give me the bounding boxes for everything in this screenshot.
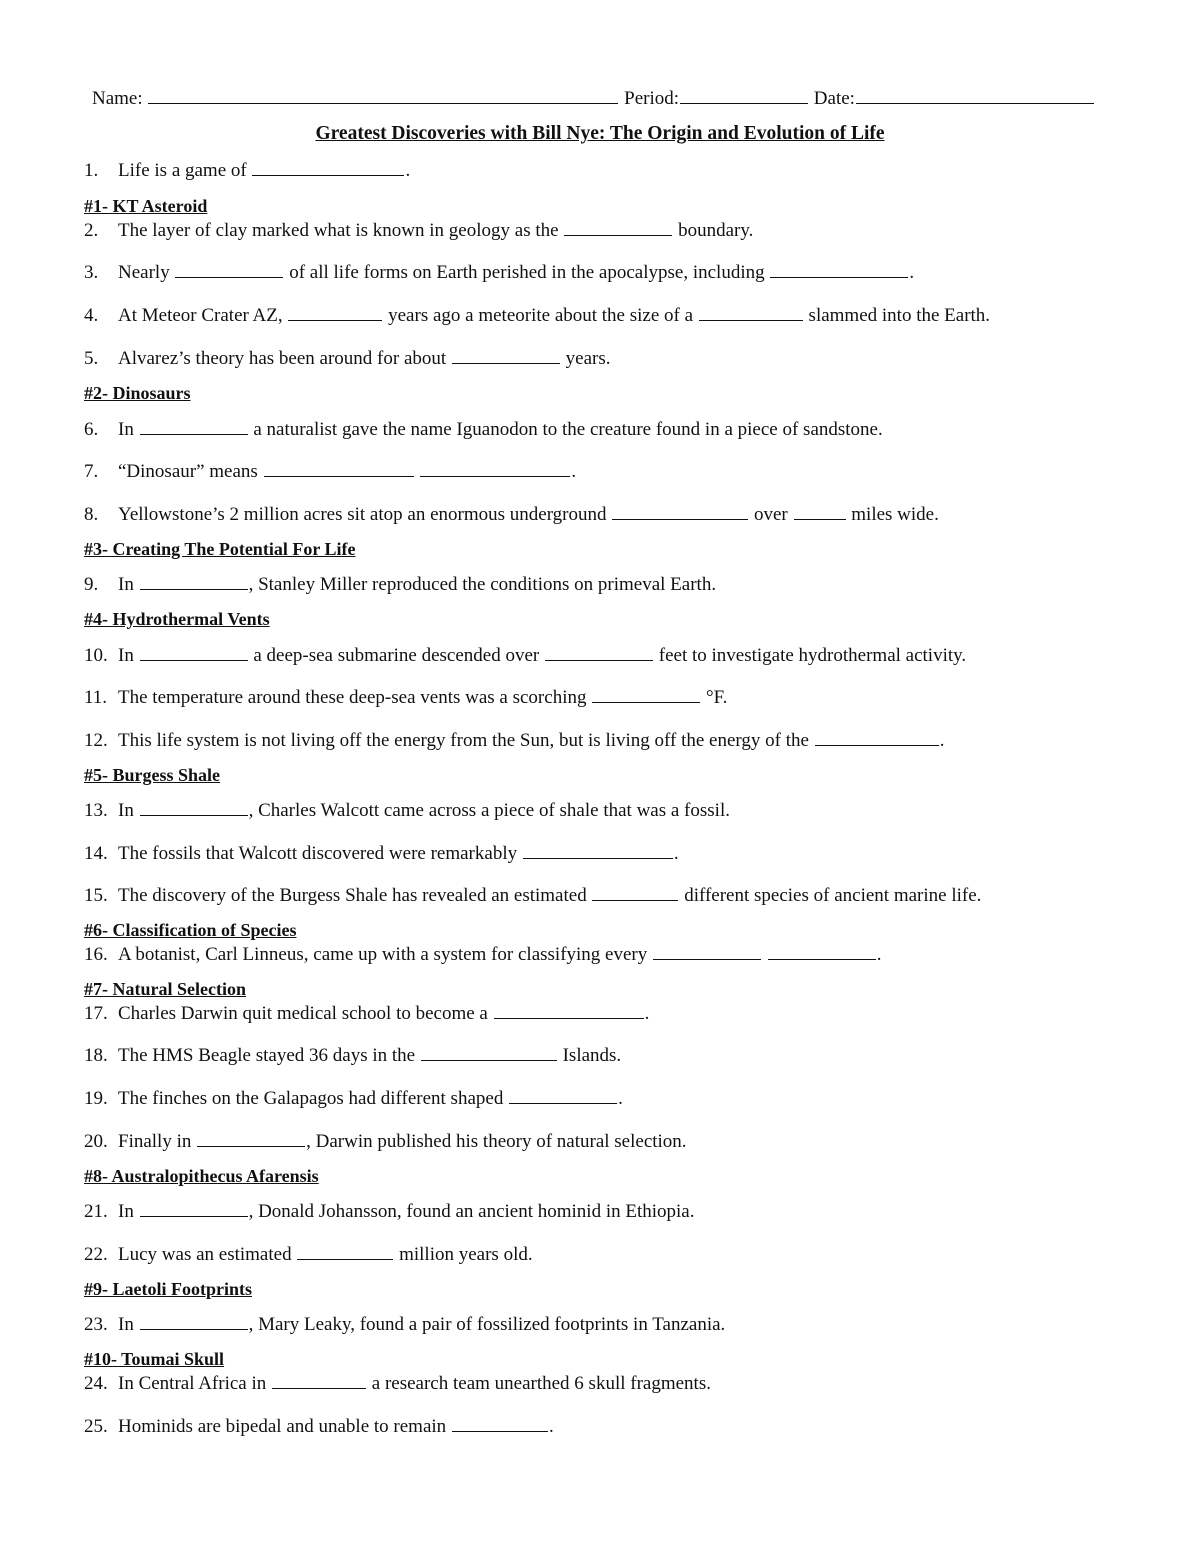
answer-blank[interactable] xyxy=(592,685,700,703)
question-text: Life is a game of xyxy=(118,160,247,181)
answer-blank[interactable] xyxy=(297,1242,393,1260)
section-heading-dinosaurs: #2- Dinosaurs xyxy=(84,383,191,403)
section-heading-creating-potential: #3- Creating The Potential For Life xyxy=(84,539,356,559)
answer-blank[interactable] xyxy=(564,218,672,236)
question-text: , Stanley Miller reproduced the conditions on primeval Earth. xyxy=(248,574,717,595)
question-3 xyxy=(84,260,914,285)
question-number: 23. xyxy=(84,1314,108,1335)
question-text: The fossils that Walcott discovered were remarkably xyxy=(118,843,518,864)
question-number: 2. xyxy=(84,220,99,241)
answer-blank[interactable] xyxy=(420,459,570,477)
question-13 xyxy=(84,798,730,823)
answer-blank[interactable] xyxy=(288,303,382,321)
section-heading-toumai-skull: #10- Toumai Skull xyxy=(84,1349,225,1369)
question-text: The temperature around these deep-sea vents was a scorching xyxy=(118,687,587,708)
question-17 xyxy=(84,1001,649,1026)
answer-blank[interactable] xyxy=(815,728,939,746)
question-number: 9. xyxy=(84,574,99,595)
question-23 xyxy=(84,1312,725,1337)
question-number: 25. xyxy=(84,1416,108,1437)
question-text: Nearly xyxy=(118,262,170,283)
question-number: 10. xyxy=(84,645,108,666)
question-text: The finches on the Galapagos had different shaped xyxy=(118,1088,504,1109)
answer-blank[interactable] xyxy=(264,459,414,477)
question-text: a research team unearthed 6 skull fragments. xyxy=(371,1373,711,1394)
question-text: , Donald Johansson, found an ancient hominid in Ethiopia. xyxy=(248,1201,695,1222)
question-16 xyxy=(84,942,882,967)
question-text: “Dinosaur” means xyxy=(118,461,258,482)
question-text: In xyxy=(118,645,134,666)
question-text: . xyxy=(909,262,915,283)
answer-blank[interactable] xyxy=(140,1312,248,1330)
question-10 xyxy=(84,643,966,668)
answer-blank[interactable] xyxy=(140,643,248,661)
question-number: 19. xyxy=(84,1088,108,1109)
question-text: In xyxy=(118,574,134,595)
question-22 xyxy=(84,1242,533,1267)
section-heading-hydrothermal-vents: #4- Hydrothermal Vents xyxy=(84,609,270,629)
question-number: 18. xyxy=(84,1045,108,1066)
question-text: The discovery of the Burgess Shale has revealed an estimated xyxy=(118,885,587,906)
question-text: a deep-sea submarine descended over xyxy=(253,645,540,666)
question-number: 8. xyxy=(84,504,99,525)
section-heading-laetoli: #9- Laetoli Footprints xyxy=(84,1279,252,1299)
answer-blank[interactable] xyxy=(197,1129,305,1147)
question-20 xyxy=(84,1129,687,1154)
question-number: 24. xyxy=(84,1373,108,1394)
question-number: 1. xyxy=(84,160,99,181)
section-heading-burgess-shale: #5- Burgess Shale xyxy=(84,765,221,785)
answer-blank[interactable] xyxy=(140,1199,248,1217)
answer-blank[interactable] xyxy=(545,643,653,661)
section-heading-classification: #6- Classification of Species xyxy=(84,920,297,940)
question-14 xyxy=(84,841,679,866)
question-11 xyxy=(84,685,727,710)
section-heading-natural-selection: #7- Natural Selection xyxy=(84,979,246,999)
question-text: , Darwin published his theory of natural selection. xyxy=(306,1131,687,1152)
question-text: of all life forms on Earth perished in the apocalypse, including xyxy=(289,262,765,283)
question-text: At Meteor Crater AZ, xyxy=(118,305,283,326)
question-text: Alvarez’s theory has been around for about xyxy=(118,348,447,369)
question-text: This life system is not living off the energy from the Sun, but is living off the energy of the xyxy=(118,730,809,751)
answer-blank[interactable] xyxy=(768,942,876,960)
question-text: different species of ancient marine life. xyxy=(684,885,982,906)
period-label: Period: xyxy=(624,88,680,109)
question-text: over xyxy=(754,504,788,525)
question-text: In xyxy=(118,1201,134,1222)
question-text: feet to investigate hydrothermal activity. xyxy=(658,645,967,666)
question-number: 5. xyxy=(84,348,99,369)
question-text: million years old. xyxy=(399,1244,533,1265)
question-text: Yellowstone’s 2 million acres sit atop an enormous underground xyxy=(118,504,607,525)
question-text: Finally in xyxy=(118,1131,192,1152)
question-text: , Charles Walcott came across a piece of shale that was a fossil. xyxy=(248,800,730,821)
question-25 xyxy=(84,1414,554,1439)
period-blank[interactable] xyxy=(680,86,808,104)
name-label: Name: xyxy=(92,88,143,109)
question-7 xyxy=(84,459,576,484)
answer-blank[interactable] xyxy=(252,158,404,176)
answer-blank[interactable] xyxy=(699,303,803,321)
question-text: Charles Darwin quit medical school to become a xyxy=(118,1003,488,1024)
question-number: 21. xyxy=(84,1201,108,1222)
answer-blank[interactable] xyxy=(421,1043,557,1061)
section-heading-kt-asteroid: #1- KT Asteroid xyxy=(84,196,208,216)
date-label: Date: xyxy=(813,88,855,109)
question-text: years ago a meteorite about the size of a xyxy=(388,305,694,326)
answer-blank[interactable] xyxy=(452,346,560,364)
question-8 xyxy=(84,502,939,527)
question-text: . xyxy=(571,461,577,482)
question-number: 4. xyxy=(84,305,99,326)
question-18 xyxy=(84,1043,621,1068)
question-number: 16. xyxy=(84,944,108,965)
question-text: In xyxy=(118,1314,134,1335)
name-blank[interactable] xyxy=(148,86,618,104)
question-text: . xyxy=(644,1003,650,1024)
question-6 xyxy=(84,417,883,442)
question-number: 20. xyxy=(84,1131,108,1152)
question-text: . xyxy=(405,160,411,181)
question-text: The HMS Beagle stayed 36 days in the xyxy=(118,1045,416,1066)
question-text: . xyxy=(939,730,945,751)
question-text: A botanist, Carl Linneus, came up with a system for classifying every xyxy=(118,944,648,965)
answer-blank[interactable] xyxy=(770,260,908,278)
question-text: Hominids are bipedal and unable to remain xyxy=(118,1416,447,1437)
question-number: 22. xyxy=(84,1244,108,1265)
question-text: The layer of clay marked what is known in geology as the xyxy=(118,220,559,241)
question-text: . xyxy=(876,944,882,965)
question-text: slammed into the Earth. xyxy=(808,305,991,326)
question-number: 11. xyxy=(84,687,108,708)
section-heading-australopithecus: #8- Australopithecus Afarensis xyxy=(84,1166,319,1186)
question-15 xyxy=(84,883,981,908)
answer-blank[interactable] xyxy=(140,798,248,816)
question-5 xyxy=(84,346,611,371)
question-text: Islands. xyxy=(562,1045,622,1066)
question-2 xyxy=(84,218,753,243)
question-text: years. xyxy=(565,348,611,369)
answer-blank[interactable] xyxy=(653,942,761,960)
answer-blank[interactable] xyxy=(140,572,248,590)
question-number: 6. xyxy=(84,419,99,440)
question-text: Lucy was an estimated xyxy=(118,1244,292,1265)
student-info-row xyxy=(92,86,1122,111)
answer-blank[interactable] xyxy=(592,883,678,901)
question-19 xyxy=(84,1086,623,1111)
question-text: °F. xyxy=(705,687,728,708)
question-text: a naturalist gave the name Iguanodon to the creature found in a piece of sandstone. xyxy=(253,419,883,440)
question-9 xyxy=(84,572,716,597)
answer-blank[interactable] xyxy=(509,1086,617,1104)
question-text: , Mary Leaky, found a pair of fossilized footprints in Tanzania. xyxy=(248,1314,726,1335)
question-number: 17. xyxy=(84,1003,108,1024)
question-text: boundary. xyxy=(678,220,754,241)
question-21 xyxy=(84,1199,694,1224)
question-text: . xyxy=(673,843,679,864)
question-text: In Central Africa in xyxy=(118,1373,267,1394)
answer-blank[interactable] xyxy=(272,1371,366,1389)
question-number: 3. xyxy=(84,262,99,283)
question-12 xyxy=(84,728,944,753)
worksheet-title: Greatest Discoveries with Bill Nye: The Origin and Evolution of Life xyxy=(315,123,885,144)
question-text: In xyxy=(118,800,134,821)
answer-blank[interactable] xyxy=(452,1414,548,1432)
question-number: 15. xyxy=(84,885,108,906)
question-text: . xyxy=(618,1088,623,1109)
question-number: 7. xyxy=(84,461,99,482)
question-text: In xyxy=(118,419,134,440)
question-number: 14. xyxy=(84,843,108,864)
answer-blank[interactable] xyxy=(523,841,673,859)
answer-blank[interactable] xyxy=(612,502,748,520)
date-blank[interactable] xyxy=(856,86,1094,104)
answer-blank[interactable] xyxy=(494,1001,644,1019)
question-4 xyxy=(84,303,990,328)
question-number: 12. xyxy=(84,730,108,751)
question-1 xyxy=(84,158,410,183)
answer-blank[interactable] xyxy=(140,417,248,435)
question-text: . xyxy=(548,1416,554,1437)
question-text: miles wide. xyxy=(851,504,939,525)
question-24 xyxy=(84,1371,711,1396)
answer-blank[interactable] xyxy=(794,502,846,520)
answer-blank[interactable] xyxy=(175,260,283,278)
question-number: 13. xyxy=(84,800,108,821)
